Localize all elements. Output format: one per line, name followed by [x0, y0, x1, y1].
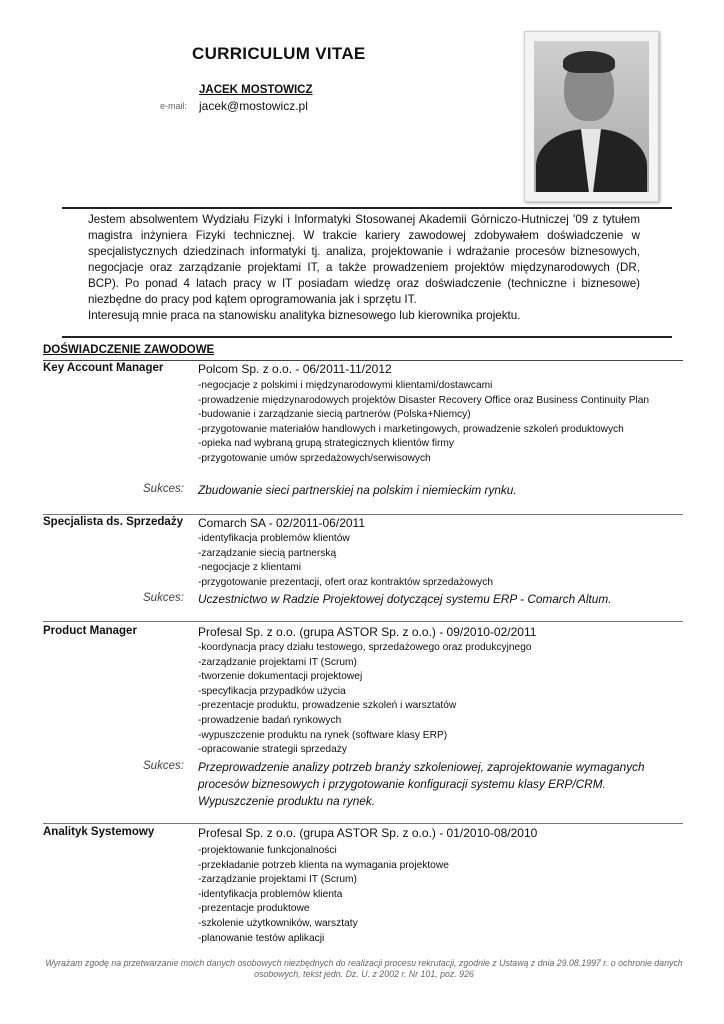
duty-item: -przekładanie potrzeb klienta na wymagania projektowe	[198, 859, 449, 871]
job-position: Key Account Manager	[43, 362, 164, 374]
duty-item: -opieka nad wybraną grupą strategicznych klientów firmy	[198, 438, 454, 450]
duty-item: -szkolenie użytkowników, warsztaty	[198, 917, 358, 929]
duty-item: -planowanie testów aplikacji	[198, 932, 325, 944]
success-text: Przeprowadzenie analizy potrzeb branży szkoleniowej, zaprojektowanie wymaganych procesów biznesowych i przygotowanie konfiguracji systemu klasy ERP/CRM. Wypuszczenie produktu na rynek.	[198, 760, 645, 808]
duty-item: -zarządzanie siecią partnerską	[198, 547, 337, 559]
cv-title: CURRICULUM VITAE	[192, 44, 366, 63]
duty-item: -przygotowanie materiałów handlowych i marketingowych, prowadzenie szkoleń produktowych	[198, 423, 624, 435]
job-position: Specjalista ds. Sprzedaży	[43, 516, 183, 528]
duty-item: -negocjacje z polskimi i międzynarodowymi klientami/dostawcami	[198, 380, 493, 391]
portrait-image	[534, 41, 649, 192]
professional-summary	[88, 212, 640, 324]
job-position: Analityk Systemowy	[43, 826, 155, 838]
summary-divider	[62, 336, 672, 338]
duty-item: -tworzenie dokumentacji projektowej	[198, 671, 363, 683]
job-duties	[198, 532, 676, 590]
candidate-name: JACEK MOSTOWICZ	[199, 84, 313, 96]
duty-item: -koordynacja pracy działu testowego, sprzedażowego oraz produkcyjnego	[198, 642, 532, 653]
job-divider	[43, 621, 683, 622]
job-duties	[198, 844, 676, 946]
profile-photo	[524, 31, 659, 202]
job-company: Comarch SA - 02/2011-06/2011	[198, 516, 365, 530]
duty-item: -zarządzanie projektami IT (Scrum)	[198, 874, 357, 886]
duty-item: -identyfikacja problemów klientów	[198, 533, 350, 544]
duty-item: -zarządzanie projektami IT (Scrum)	[198, 656, 357, 668]
top-divider	[62, 207, 672, 209]
section-divider	[43, 360, 683, 361]
summary-interest: Interesują mnie praca na stanowisku analityka biznesowego lub kierownika projektu.	[88, 309, 521, 322]
duty-item: -projektowanie funkcjonalności	[198, 845, 337, 856]
success-text: Uczestnictwo w Radzie Projektowej dotyczącej systemu ERP - Comarch Altum.	[198, 592, 612, 606]
experience-section-title: DOŚWIADCZENIE ZAWODOWE	[43, 344, 215, 356]
summary-paragraph: Jestem absolwentem Wydziału Fizyki i Informatyki Stosowanej Akademii Górniczo-Hutniczej '09 z tytułem magistra inżyniera Fizyki technicznej. W trakcie kariery zawodowej zdobywałem doświadczenie w specjalistycznych dziedzinach informatyki tj. analiza, projektowanie i wdrażanie procesów biznesowych, negocjacje oraz zarządzanie projektami IT, a także prowadzeniem projektów międzynarodowych (DR, BCP). Po ponad 4 latach pracy w IT posiadam wiedzę oraz doświadczenie (techniczne i biznesowe) niezbędne do pracy pod kątem oprogramowania jak i sprzętu IT.	[88, 213, 640, 306]
duty-item: -budowanie i zarządzanie siecią partnerów (Polska+Niemcy)	[198, 409, 471, 421]
job-company: Polcom Sp. z o.o. - 06/2011-11/2012	[198, 362, 392, 376]
job-company: Profesal Sp. z o.o. (grupa ASTOR Sp. z o.o.) - 01/2010-08/2010	[198, 826, 538, 840]
job-divider	[43, 823, 683, 824]
duty-item: -wypuszczenie produktu na rynek (software klasy ERP)	[198, 729, 448, 741]
job-company: Profesal Sp. z o.o. (grupa ASTOR Sp. z o.o.) - 09/2010-02/2011	[198, 625, 537, 639]
success-label: Sukces:	[143, 483, 184, 495]
job-duties	[198, 379, 676, 467]
data-processing-consent: Wyrażam zgodę na przetwarzanie moich danych osobowych niezbędnych do realizacji procesu rekrutacji, zgodnie z Ustawą z dnia 29.08.1997 r. o ochronie danych osobowych, tekst jedn. Dz. U. z 2002 r. Nr 101, poz. 926	[45, 958, 683, 979]
job-divider	[43, 514, 683, 515]
duty-item: -przygotowanie prezentacji, ofert oraz kontraktów sprzedażowych	[198, 576, 494, 588]
duty-item: -identyfikacja problemów klienta	[198, 888, 343, 900]
email-value[interactable]: jacek@mostowicz.pl	[199, 99, 308, 113]
email-label: e-mail:	[160, 101, 188, 111]
success-label: Sukces:	[143, 592, 184, 604]
duty-item: -przygotowanie umów sprzedażowych/serwisowych	[198, 452, 431, 464]
duty-item: -negocjacje z klientami	[198, 562, 302, 574]
success-text: Zbudowanie sieci partnerskiej na polskim i niemieckim rynku.	[198, 483, 517, 497]
job-duties	[198, 641, 676, 758]
duty-item: -prezentacje produktowe	[198, 903, 310, 915]
job-position: Product Manager	[43, 625, 137, 637]
duty-item: -opracowanie strategii sprzedaży	[198, 744, 347, 756]
success-label: Sukces:	[143, 760, 184, 772]
duty-item: -prowadzenie badań rynkowych	[198, 714, 342, 726]
duty-item: -prezentacje produktu, prowadzenie szkoleń i warsztatów	[198, 700, 457, 712]
duty-item: -specyfikacja przypadków użycia	[198, 685, 346, 697]
duty-item: -prowadzenie międzynarodowych projektów Disaster Recovery Office oraz Business Continuity Plan	[198, 394, 650, 406]
